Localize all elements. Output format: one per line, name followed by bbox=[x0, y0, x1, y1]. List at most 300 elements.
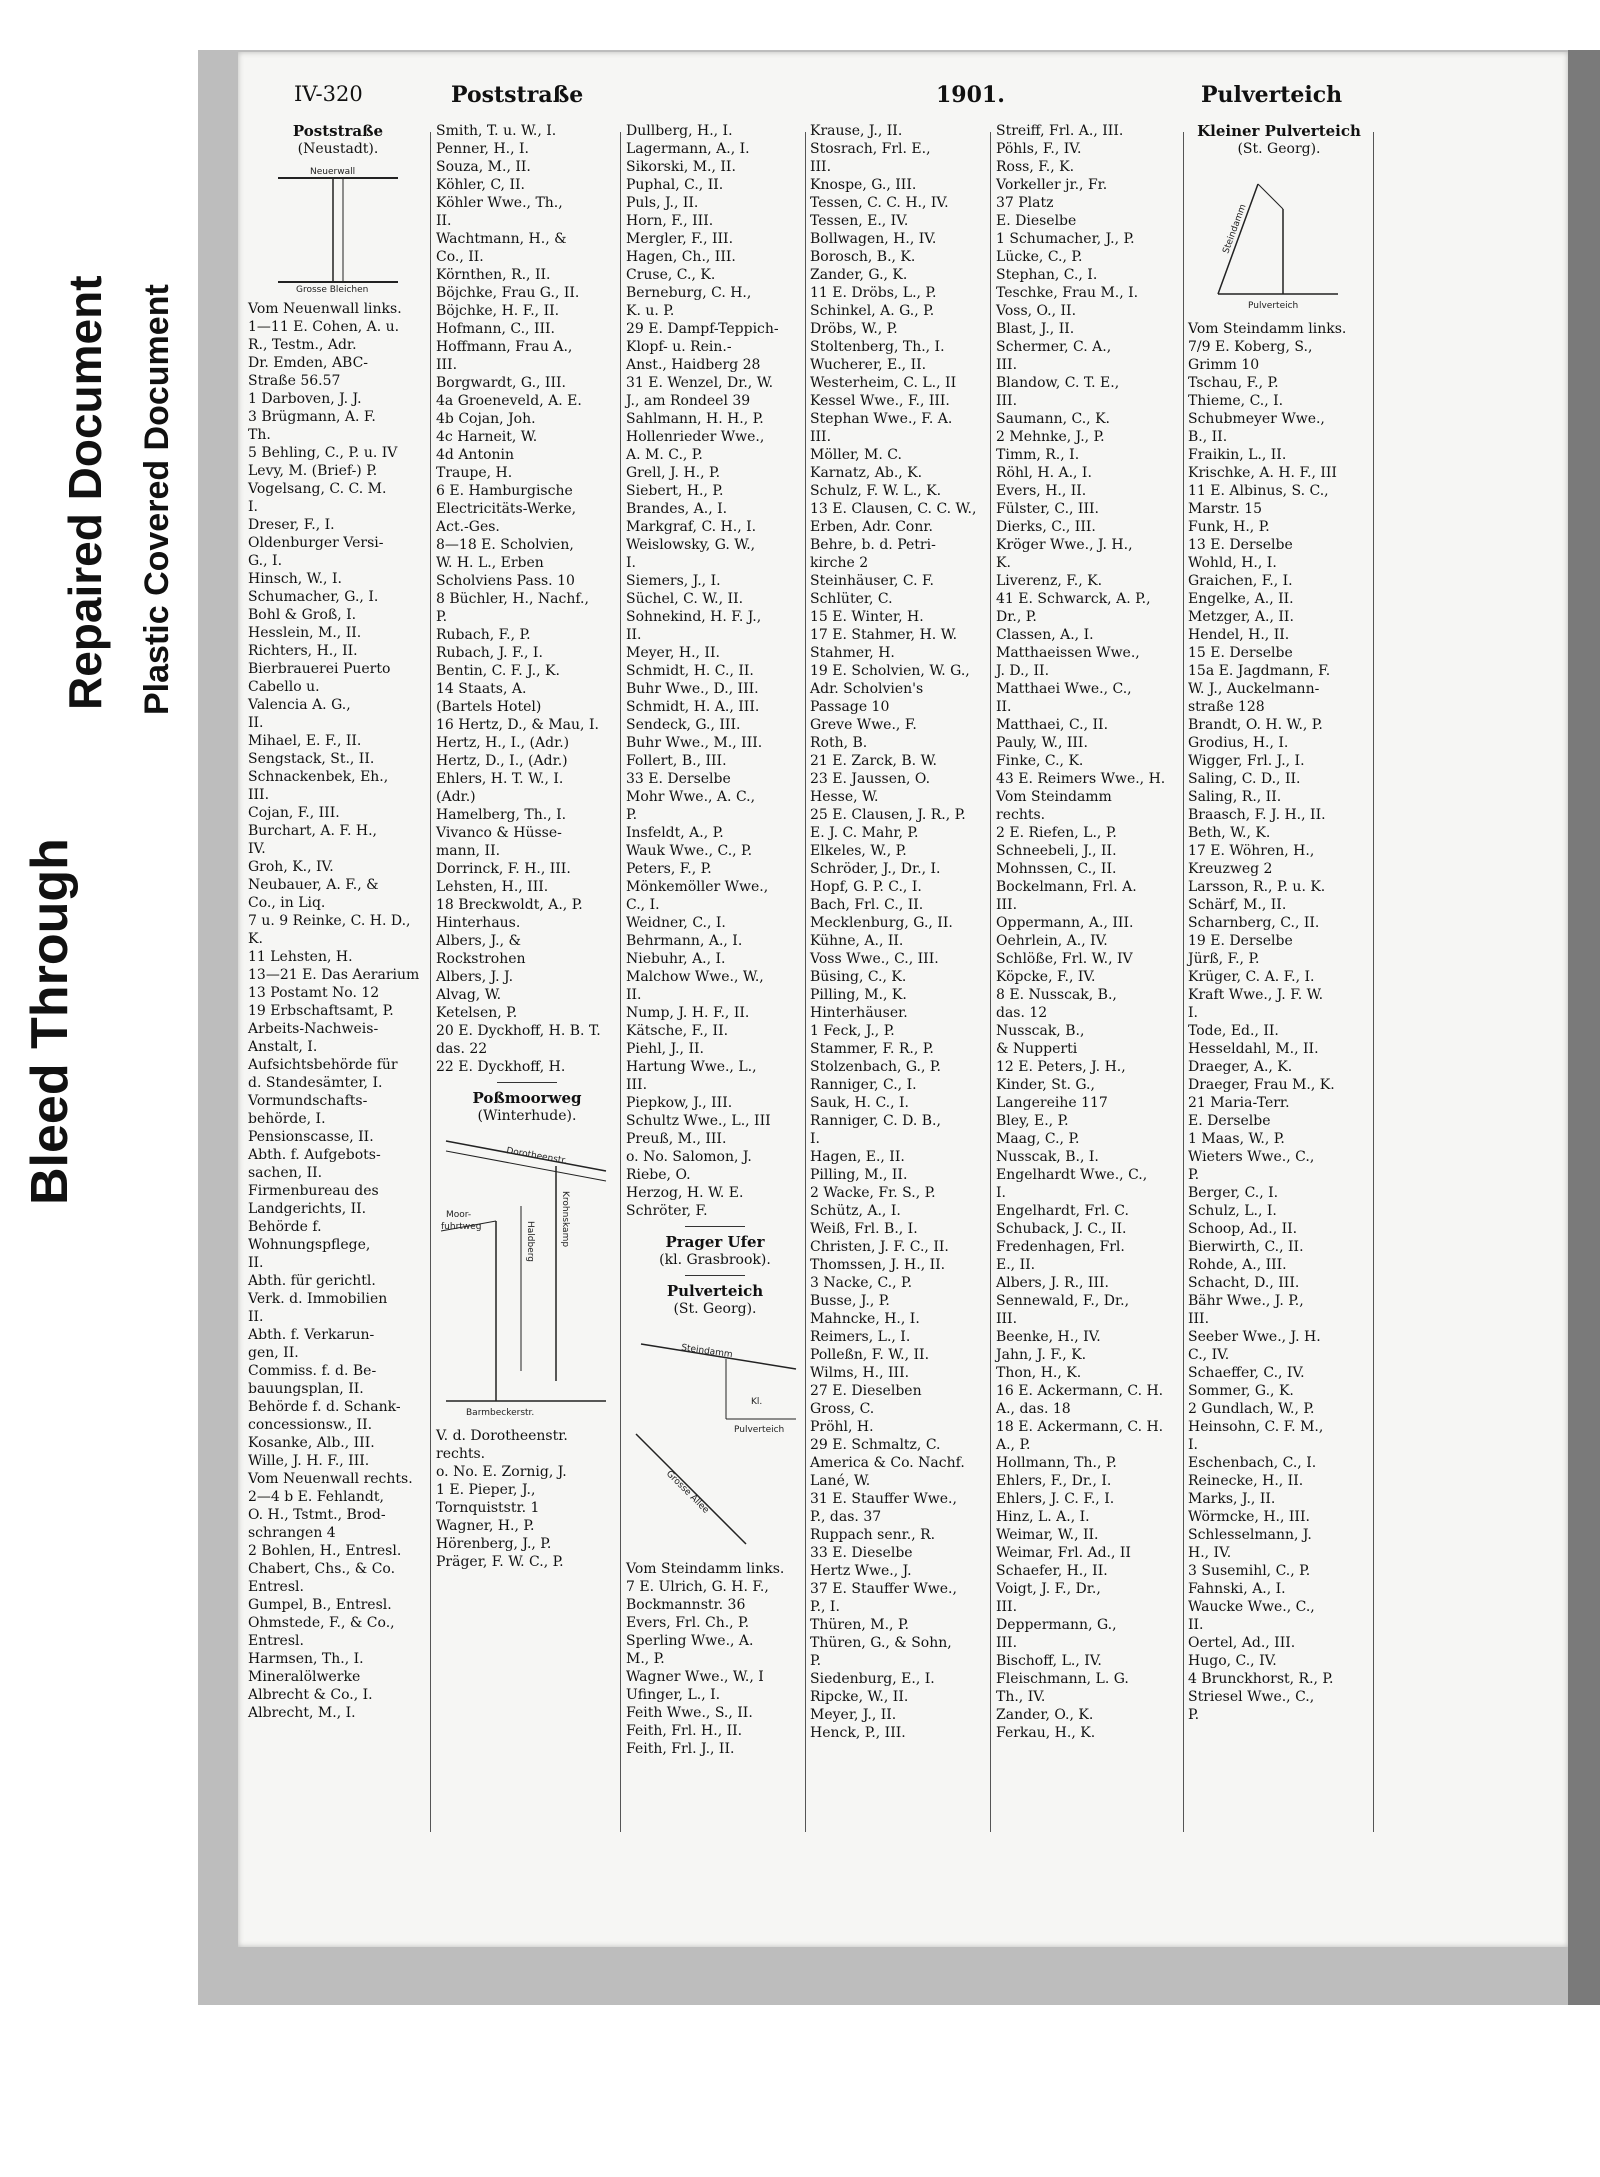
directory-entry: 15 E. Derselbe bbox=[1188, 645, 1293, 661]
directory-entry: 4b Cojan, Joh. bbox=[436, 411, 536, 427]
directory-entry: P. bbox=[1188, 1167, 1200, 1183]
directory-entry: (Bartels Hotel) bbox=[436, 699, 542, 715]
directory-entry: Co., in Liq. bbox=[248, 895, 326, 911]
directory-entry: Th., IV. bbox=[996, 1689, 1046, 1705]
directory-entry: Ehlers, J. C. F., I. bbox=[996, 1491, 1115, 1507]
directory-entry: o. No. E. Zornig, J. bbox=[436, 1464, 567, 1480]
directory-entry: Waucke Wwe., C., bbox=[1188, 1599, 1315, 1615]
directory-sheet bbox=[238, 52, 1568, 1947]
directory-entry: Lücke, C., P. bbox=[996, 249, 1083, 265]
street-heading: Pulverteich bbox=[666, 1282, 764, 1300]
directory-entry: Blandow, C. T. E., bbox=[996, 375, 1120, 391]
directory-entry: 4c Harneit, W. bbox=[436, 429, 538, 445]
directory-entry: Voss Wwe., C., III. bbox=[810, 951, 939, 967]
directory-entry: sachen, II. bbox=[248, 1165, 323, 1181]
directory-entry: Sahlmann, H. H., P. bbox=[626, 411, 764, 427]
directory-entry: 3 Nacke, C., P. bbox=[810, 1275, 913, 1291]
directory-entry: II. bbox=[626, 987, 642, 1003]
directory-entry: Landgerichts, II. bbox=[248, 1201, 367, 1217]
directory-entry: II. bbox=[626, 627, 642, 643]
directory-entry: Beth, W., K. bbox=[1188, 825, 1271, 841]
directory-entry: 16 Hertz, D., & Mau, I. bbox=[436, 717, 599, 733]
directory-entry: Stammer, F. R., P. bbox=[810, 1041, 934, 1057]
column-5 bbox=[996, 122, 1181, 1742]
directory-entry: Schaeffer, C., IV. bbox=[1188, 1365, 1305, 1381]
directory-entry: II. bbox=[996, 699, 1012, 715]
directory-entry: Pensionscasse, II. bbox=[248, 1129, 374, 1145]
directory-entry: Schoop, Ad., II. bbox=[1188, 1221, 1298, 1237]
directory-entry: 1 Darboven, J. J. bbox=[248, 391, 362, 407]
column-1 bbox=[248, 122, 428, 1722]
directory-entry: Burchart, A. F. H., bbox=[248, 823, 377, 839]
map-label-haldberg: Haldberg bbox=[525, 1221, 535, 1263]
directory-entry: Bach, Frl. C., II. bbox=[810, 897, 924, 913]
map-label-moor: Moor- bbox=[446, 1210, 472, 1220]
entry-list bbox=[996, 122, 1181, 1742]
directory-entry: das. 22 bbox=[436, 1041, 488, 1057]
directory-entry: Vom Steindamm links. bbox=[626, 1561, 785, 1577]
directory-entry: Hopf, G. P. C., I. bbox=[810, 879, 922, 895]
district-subheading: (Winterhude). bbox=[477, 1108, 577, 1124]
directory-entry: Oldenburger Versi- bbox=[248, 535, 384, 551]
directory-entry: Traupe, H. bbox=[436, 465, 513, 481]
directory-entry: Hertz, D., I., (Adr.) bbox=[436, 753, 568, 769]
directory-entry: Roth, B. bbox=[810, 735, 868, 751]
directory-entry: Dr., P. bbox=[996, 609, 1037, 625]
directory-entry: III. bbox=[996, 1599, 1018, 1615]
directory-entry: 3 Brügmann, A. F. bbox=[248, 409, 376, 425]
directory-entry: Sperling Wwe., A. bbox=[626, 1633, 754, 1649]
directory-entry: Marks, J., II. bbox=[1188, 1491, 1276, 1507]
directory-entry: Thieme, C., I. bbox=[1188, 393, 1284, 409]
district-subheading: (kl. Grasbrook). bbox=[659, 1252, 771, 1268]
directory-entry: Krüger, C. A. F., I. bbox=[1188, 969, 1315, 985]
directory-entry: Behrmann, A., I. bbox=[626, 933, 743, 949]
directory-entry: Follert, B., III. bbox=[626, 753, 727, 769]
column-rule bbox=[430, 132, 431, 1832]
directory-entry: O. H., Tstmt., Brod- bbox=[248, 1507, 386, 1523]
directory-entry: Fraikin, L., II. bbox=[1188, 447, 1287, 463]
directory-entry: Schütz, A., I. bbox=[810, 1203, 901, 1219]
map-label-pulverteich: Pulverteich bbox=[734, 1425, 785, 1435]
directory-entry: Scholviens Pass. 10 bbox=[436, 573, 575, 589]
directory-entry: Behörde f. d. Schank- bbox=[248, 1399, 401, 1415]
directory-entry: Dreser, F., I. bbox=[248, 517, 335, 533]
directory-entry: Wohld, H., I. bbox=[1188, 555, 1277, 571]
directory-entry: Mineralölwerke bbox=[248, 1669, 361, 1685]
directory-entry: Grimm 10 bbox=[1188, 357, 1260, 373]
directory-entry: Berneburg, C. H., bbox=[626, 285, 752, 301]
district-subheading: (Neustadt). bbox=[297, 141, 379, 157]
directory-entry: Marstr. 15 bbox=[1188, 501, 1263, 517]
directory-entry: Commiss. f. d. Be- bbox=[248, 1363, 377, 1379]
directory-entry: Fredenhagen, Frl. bbox=[996, 1239, 1125, 1255]
directory-entry: II. bbox=[248, 715, 264, 731]
directory-entry: Mohr Wwe., A. C., bbox=[626, 789, 756, 805]
directory-entry: Bollwagen, H., IV. bbox=[810, 231, 937, 247]
directory-entry: Adr. Scholvien's bbox=[810, 681, 924, 697]
directory-entry: Scharnberg, C., II. bbox=[1188, 915, 1320, 931]
directory-entry: Preuß, M., III. bbox=[626, 1131, 727, 1147]
directory-entry: Röhl, H. A., I. bbox=[996, 465, 1092, 481]
directory-entry: K. bbox=[248, 931, 263, 947]
directory-entry: Harmsen, Th., I. bbox=[248, 1651, 364, 1667]
directory-entry: Voss, O., II. bbox=[996, 303, 1077, 319]
map-label-steindamm: Steindamm bbox=[680, 1343, 734, 1361]
directory-entry: 1—11 E. Cohen, A. u. bbox=[248, 319, 400, 335]
directory-entry: Klopf- u. Rein.- bbox=[626, 339, 732, 355]
directory-entry: 13 E. Derselbe bbox=[1188, 537, 1293, 553]
directory-entry: Passage 10 bbox=[810, 699, 890, 715]
directory-entry: A., P. bbox=[996, 1437, 1031, 1453]
directory-entry: Borosch, B., K. bbox=[810, 249, 916, 265]
directory-entry: Larsson, R., P. u. K. bbox=[1188, 879, 1326, 895]
directory-entry: Vom Steindamm bbox=[996, 789, 1112, 805]
map-label-grosse-bleichen: Grosse Bleichen bbox=[296, 285, 369, 294]
directory-entry: straße 128 bbox=[1188, 699, 1265, 715]
column-rule bbox=[990, 132, 991, 1832]
directory-entry: 21 Maria-Terr. bbox=[1188, 1095, 1290, 1111]
directory-entry: III. bbox=[996, 1635, 1018, 1651]
directory-entry: 7/9 E. Koberg, S., bbox=[1188, 339, 1313, 355]
directory-entry: Thon, H., K. bbox=[996, 1365, 1082, 1381]
directory-entry: 11 Lehsten, H. bbox=[248, 949, 353, 965]
directory-entry: Pöhls, F., IV. bbox=[996, 141, 1082, 157]
column-2 bbox=[436, 122, 618, 1571]
directory-entry: Stephan Wwe., F. A. bbox=[810, 411, 953, 427]
directory-entry: Kröger Wwe., J. H., bbox=[996, 537, 1133, 553]
directory-entry: Peters, F., P. bbox=[626, 861, 712, 877]
directory-entry: Pilling, M., II. bbox=[810, 1167, 908, 1183]
directory-entry: Siebert, H., P. bbox=[626, 483, 724, 499]
directory-entry: Evers, H., II. bbox=[996, 483, 1087, 499]
directory-entry: Bentin, C. F. J., K. bbox=[436, 663, 560, 679]
directory-entry: I. bbox=[248, 499, 258, 515]
directory-entry: Hollenrieder Wwe., bbox=[626, 429, 765, 445]
directory-entry: Bierwirth, C., II. bbox=[1188, 1239, 1304, 1255]
directory-entry: Hollmann, Th., P. bbox=[996, 1455, 1117, 1471]
directory-entry: Voigt, J. F., Dr., bbox=[996, 1581, 1101, 1597]
directory-entry: Ohmstede, F., & Co., bbox=[248, 1615, 395, 1631]
directory-entry: Thüren, G., & Sohn, bbox=[810, 1635, 952, 1651]
directory-entry: Horn, F., III. bbox=[626, 213, 714, 229]
directory-entry: II. bbox=[436, 213, 452, 229]
directory-entry: 37 E. Stauffer Wwe., bbox=[810, 1581, 957, 1597]
directory-entry: rechts. bbox=[436, 1446, 486, 1462]
directory-entry: 17 E. Stahmer, H. W. bbox=[810, 627, 958, 643]
directory-entry: P. bbox=[1188, 1707, 1200, 1723]
directory-entry: Elkeles, W., P. bbox=[810, 843, 907, 859]
directory-entry: 4d Antonin bbox=[436, 447, 515, 463]
directory-entry: V. d. Dorotheenstr. bbox=[436, 1428, 568, 1444]
directory-entry: 12 E. Peters, J. H., bbox=[996, 1059, 1126, 1075]
directory-entry: Tessen, C. C. H., IV. bbox=[810, 195, 949, 211]
directory-entry: Hofmann, C., III. bbox=[436, 321, 555, 337]
directory-entry: Gumpel, B., Entresl. bbox=[248, 1597, 392, 1613]
directory-entry: Kessel Wwe., F., III. bbox=[810, 393, 950, 409]
directory-entry: 1 E. Pieper, J., bbox=[436, 1482, 536, 1498]
directory-entry: Blast, J., II. bbox=[996, 321, 1075, 337]
map-label-barmbeckerstr: Barmbeckerstr. bbox=[466, 1408, 535, 1418]
directory-entry: H., IV. bbox=[1188, 1545, 1232, 1561]
page-number: IV-320 bbox=[294, 82, 363, 106]
directory-entry: Schinkel, A. G., P. bbox=[810, 303, 935, 319]
directory-entry: Feith, Frl. H., II. bbox=[626, 1723, 743, 1739]
directory-entry: P. bbox=[810, 1653, 822, 1669]
directory-entry: Bockelmann, Frl. A. bbox=[996, 879, 1137, 895]
directory-entry: 25 E. Clausen, J. R., P. bbox=[810, 807, 966, 823]
directory-entry: Weidner, C., I. bbox=[626, 915, 726, 931]
directory-entry: Liverenz, F., K. bbox=[996, 573, 1103, 589]
directory-entry: III. bbox=[626, 1077, 648, 1093]
map-diagram bbox=[1188, 164, 1368, 314]
directory-entry: Wieters Wwe., C., bbox=[1188, 1149, 1315, 1165]
directory-entry: 19 Erbschaftsamt, P. bbox=[248, 1003, 394, 1019]
directory-entry: Dorrinck, F. H., III. bbox=[436, 861, 571, 877]
directory-entry: III. bbox=[810, 429, 832, 445]
directory-entry: 18 Breckwoldt, A., P. bbox=[436, 897, 583, 913]
directory-entry: Süchel, C. W., II. bbox=[626, 591, 744, 607]
directory-entry: Berger, C., I. bbox=[1188, 1185, 1279, 1201]
directory-entry: o. No. Salomon, J. bbox=[626, 1149, 752, 1165]
directory-entry: E. Derselbe bbox=[1188, 1113, 1271, 1129]
scanned-page bbox=[198, 50, 1600, 2005]
directory-entry: Wucherer, E., II. bbox=[810, 357, 927, 373]
directory-entry: 16 E. Ackermann, C. H. bbox=[996, 1383, 1164, 1399]
directory-entry: Schmidt, H. A., III. bbox=[626, 699, 760, 715]
directory-entry: Sengstack, St., II. bbox=[248, 751, 375, 767]
directory-entry: Sohnekind, H. F. J., bbox=[626, 609, 762, 625]
street-heading: Poststraße bbox=[292, 122, 384, 140]
directory-entry: Aufsichtsbehörde für bbox=[248, 1057, 398, 1073]
page-header bbox=[276, 82, 1538, 122]
map-label-neuerwall: Neuerwall bbox=[310, 167, 356, 177]
directory-entry: Schlöße, Frl. W., IV bbox=[996, 951, 1133, 967]
directory-entry: Wachtmann, H., & bbox=[436, 231, 567, 247]
directory-entry: Dullberg, H., I. bbox=[626, 123, 733, 139]
directory-entry: Reinecke, H., II. bbox=[1188, 1473, 1304, 1489]
directory-entry: Hamelberg, Th., I. bbox=[436, 807, 567, 823]
column-rule bbox=[1183, 132, 1184, 1832]
directory-entry: Wörmcke, H., III. bbox=[1188, 1509, 1310, 1525]
directory-entry: Entresl. bbox=[248, 1579, 304, 1595]
map-label-kl: Kl. bbox=[751, 1397, 763, 1407]
directory-entry: Hertz, H., I., (Adr.) bbox=[436, 735, 570, 751]
directory-entry: Bähr Wwe., J. P., bbox=[1188, 1293, 1304, 1309]
directory-entry: Feith, Frl. J., II. bbox=[626, 1741, 735, 1757]
directory-entry: Nump, J. H. F., II. bbox=[626, 1005, 750, 1021]
directory-entry: Draeger, A., K. bbox=[1188, 1059, 1293, 1075]
directory-entry: (Adr.) bbox=[436, 789, 476, 805]
column-6 bbox=[1188, 122, 1370, 1724]
directory-entry: K. bbox=[996, 555, 1011, 571]
directory-entry: Busse, J., P. bbox=[810, 1293, 890, 1309]
directory-entry: Metzger, A., II. bbox=[1188, 609, 1294, 625]
directory-entry: II. bbox=[248, 1309, 264, 1325]
directory-entry: Bockmannstr. 36 bbox=[626, 1597, 746, 1613]
directory-entry: Levy, M. (Brief-) P. bbox=[248, 463, 378, 479]
directory-entry: Arbeits-Nachweis- bbox=[248, 1021, 379, 1037]
directory-entry: Ranniger, C., I. bbox=[810, 1077, 917, 1093]
street-heading: Prager Ufer bbox=[665, 1233, 765, 1251]
directory-entry: Stoltenberg, Th., I. bbox=[810, 339, 945, 355]
directory-entry: Meyer, J., II. bbox=[810, 1707, 897, 1723]
directory-entry: Dröbs, W., P. bbox=[810, 321, 898, 337]
directory-entry: Siedenburg, E., I. bbox=[810, 1671, 935, 1687]
directory-entry: Anst., Haidberg 28 bbox=[626, 357, 761, 373]
directory-entry: 37 Platz bbox=[996, 195, 1054, 211]
map-label-fuhrtweg: fuhrtweg bbox=[441, 1222, 482, 1232]
directory-entry: Hinz, L. A., I. bbox=[996, 1509, 1090, 1525]
directory-entry: Möller, M. C. bbox=[810, 447, 902, 463]
directory-entry: Puls, J., II. bbox=[626, 195, 699, 211]
directory-entry: Präger, F. W. C., P. bbox=[436, 1554, 564, 1570]
directory-entry: Schlüter, C. bbox=[810, 591, 893, 607]
directory-entry: M., P. bbox=[626, 1651, 665, 1667]
directory-entry: Zander, G., K. bbox=[810, 267, 908, 283]
directory-entry: Puphal, C., II. bbox=[626, 177, 724, 193]
directory-entry: Piehl, J., II. bbox=[626, 1041, 704, 1057]
directory-entry: mann, II. bbox=[436, 843, 501, 859]
directory-entry: Saling, C. D., II. bbox=[1188, 771, 1301, 787]
directory-entry: III. bbox=[996, 1311, 1018, 1327]
directory-entry: I. bbox=[626, 555, 636, 571]
year: 1901. bbox=[936, 82, 1005, 108]
directory-entry: Thomssen, J. H., II. bbox=[810, 1257, 946, 1273]
directory-entry: Graichen, F., I. bbox=[1188, 573, 1293, 589]
directory-entry: Stahmer, H. bbox=[810, 645, 895, 661]
directory-entry: J., am Rondeel 39 bbox=[626, 393, 751, 409]
directory-entry: Ruppach senr., R. bbox=[810, 1527, 936, 1543]
directory-entry: Pröhl, H. bbox=[810, 1419, 874, 1435]
directory-entry: Hinterhaus. bbox=[436, 915, 521, 931]
directory-entry: Schärf, M., II. bbox=[1188, 897, 1287, 913]
directory-entry: 29 E. Dampf-Teppich- bbox=[626, 321, 779, 337]
directory-entry: Wauk Wwe., C., P. bbox=[626, 843, 753, 859]
directory-entry: 15a E. Jagdmann, F. bbox=[1188, 663, 1331, 679]
directory-entry: Schröter, F. bbox=[626, 1203, 708, 1219]
directory-entry: Vormundschafts- bbox=[248, 1093, 368, 1109]
directory-entry: Böjchke, H. F., II. bbox=[436, 303, 560, 319]
directory-entry: 3 Susemihl, C., P. bbox=[1188, 1563, 1311, 1579]
entry-list bbox=[810, 122, 988, 1742]
directory-entry: Bley, E., P. bbox=[996, 1113, 1069, 1129]
directory-entry: Engelhardt Wwe., C., bbox=[996, 1167, 1148, 1183]
directory-entry: Kraft Wwe., J. F. W. bbox=[1188, 987, 1324, 1003]
directory-entry: Schacht, D., III. bbox=[1188, 1275, 1300, 1291]
street-heading: Kleiner Pulverteich bbox=[1197, 122, 1361, 140]
directory-entry: Tornquiststr. 1 bbox=[436, 1500, 540, 1516]
directory-entry: 1 Schumacher, J., P. bbox=[996, 231, 1135, 247]
directory-entry: Rubach, J. F., I. bbox=[436, 645, 543, 661]
directory-entry: Engelke, A., II. bbox=[1188, 591, 1294, 607]
directory-entry: Weislowsky, G. W., bbox=[626, 537, 756, 553]
directory-entry: Piepkow, J., III. bbox=[626, 1095, 733, 1111]
directory-entry: Draeger, Frau M., K. bbox=[1188, 1077, 1335, 1093]
directory-entry: Hesslein, M., II. bbox=[248, 625, 362, 641]
directory-entry: Wohnungspflege, bbox=[248, 1237, 371, 1253]
directory-entry: 2 E. Riefen, L., P. bbox=[996, 825, 1117, 841]
directory-entry: Wagner Wwe., W., I bbox=[626, 1669, 764, 1685]
directory-entry: II. bbox=[248, 1255, 264, 1271]
directory-entry: Insfeldt, A., P. bbox=[626, 825, 724, 841]
directory-entry: Schröder, J., Dr., I. bbox=[810, 861, 941, 877]
directory-entry: Lané, W. bbox=[810, 1473, 871, 1489]
directory-entry: I. bbox=[1188, 1005, 1198, 1021]
directory-entry: E., II. bbox=[996, 1257, 1036, 1273]
directory-entry: Dierks, C., III. bbox=[996, 519, 1096, 535]
directory-entry: Körnthen, R., II. bbox=[436, 267, 551, 283]
directory-entry: Funk, H., P. bbox=[1188, 519, 1270, 535]
directory-entry: Sommer, G., K. bbox=[1188, 1383, 1294, 1399]
directory-entry: C., IV. bbox=[1188, 1347, 1230, 1363]
directory-entry: A., das. 18 bbox=[996, 1401, 1071, 1417]
directory-entry: 2 Gundlach, W., P. bbox=[1188, 1401, 1315, 1417]
directory-entry: Knospe, G., III. bbox=[810, 177, 917, 193]
directory-entry: Sauk, H. C., I. bbox=[810, 1095, 909, 1111]
directory-entry: I. bbox=[810, 1131, 820, 1147]
directory-entry: Matthaei, C., II. bbox=[996, 717, 1109, 733]
directory-entry: Electricitäts-Werke, bbox=[436, 501, 577, 517]
directory-entry: 8 E. Nusscak, B., bbox=[996, 987, 1117, 1003]
running-head-right: Pulverteich bbox=[1201, 82, 1343, 108]
directory-entry: Albrecht, M., I. bbox=[248, 1705, 356, 1721]
directory-entry: Büsing, C., K. bbox=[810, 969, 907, 985]
directory-entry: Christen, J. F. C., II. bbox=[810, 1239, 949, 1255]
directory-entry: schrangen 4 bbox=[248, 1525, 336, 1541]
directory-entry: Mönkemöller Wwe., bbox=[626, 879, 769, 895]
directory-entry: Schumacher, G., I. bbox=[248, 589, 379, 605]
directory-entry: Albers, J. R., III. bbox=[996, 1275, 1109, 1291]
street-heading: Poßmoorweg bbox=[472, 1089, 582, 1107]
directory-entry: behörde, I. bbox=[248, 1111, 326, 1127]
directory-entry: Matthaei Wwe., C., bbox=[996, 681, 1132, 697]
directory-entry: K. u. P. bbox=[626, 303, 675, 319]
directory-entry: gen, II. bbox=[248, 1345, 299, 1361]
directory-entry: Chabert, Chs., & Co. bbox=[248, 1561, 396, 1577]
directory-entry: 7 E. Ulrich, G. H. F., bbox=[626, 1579, 769, 1595]
directory-entry: 15 E. Winter, H. bbox=[810, 609, 924, 625]
directory-entry: Albrecht & Co., I. bbox=[248, 1687, 373, 1703]
directory-entry: d. Standesämter, I. bbox=[248, 1075, 383, 1091]
directory-entry: Stolzenbach, G., P. bbox=[810, 1059, 941, 1075]
directory-entry: Siemers, J., I. bbox=[626, 573, 721, 589]
directory-entry: W. J., Auckelmann- bbox=[1188, 681, 1320, 697]
directory-entry: Ehlers, H. T. W., I. bbox=[436, 771, 564, 787]
directory-entry: Co., II. bbox=[436, 249, 484, 265]
map-label-dorotheenstr: Dorotheenstr. bbox=[505, 1146, 568, 1167]
directory-entry: Rockstrohen bbox=[436, 951, 526, 967]
directory-entry: 4 Brunckhorst, R., P. bbox=[1188, 1671, 1334, 1687]
directory-entry: Schubmeyer Wwe., bbox=[1188, 411, 1325, 427]
street-map-pulverteich bbox=[626, 1324, 804, 1554]
directory-entry: Köhler Wwe., Th., bbox=[436, 195, 563, 211]
directory-entry: Alvag, W. bbox=[436, 987, 502, 1003]
directory-entry: Bischoff, L., IV. bbox=[996, 1653, 1102, 1669]
directory-entry: Dr. Emden, ABC- bbox=[248, 355, 369, 371]
directory-entry: Eschenbach, C., I. bbox=[1188, 1455, 1317, 1471]
directory-entry: Hesse, W. bbox=[810, 789, 879, 805]
directory-entry: Vorkeller jr., Fr. bbox=[996, 177, 1108, 193]
directory-entry: 27 E. Dieselben bbox=[810, 1383, 922, 1399]
entry-list bbox=[436, 122, 618, 1076]
directory-entry: 43 E. Reimers Wwe., H. bbox=[996, 771, 1166, 787]
directory-entry: Riebe, O. bbox=[626, 1167, 691, 1183]
directory-entry: Saling, R., II. bbox=[1188, 789, 1282, 805]
column-3 bbox=[626, 122, 804, 1758]
directory-entry: Matthaeissen Wwe., bbox=[996, 645, 1140, 661]
directory-entry: Schultz Wwe., L., III bbox=[626, 1113, 771, 1129]
